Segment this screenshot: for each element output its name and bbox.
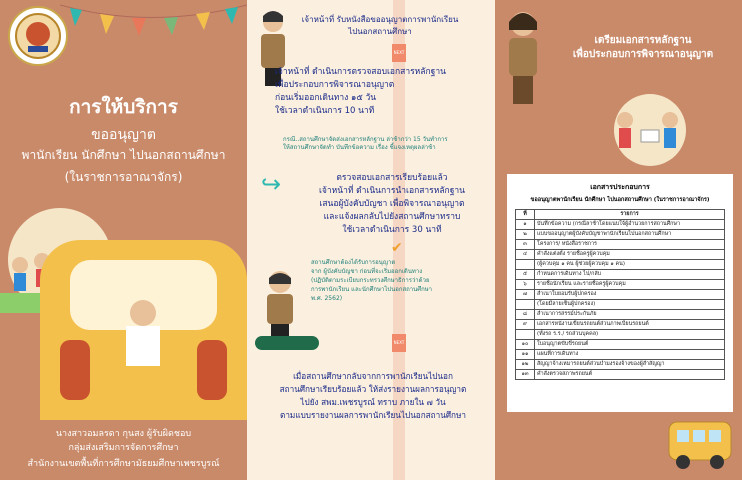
row-number [516, 260, 535, 270]
row-number: ๑๑ [516, 350, 535, 360]
table-row [516, 310, 725, 320]
table-row [516, 340, 725, 350]
table-row [516, 240, 725, 250]
left-panel [0, 0, 247, 480]
table-row [516, 320, 725, 330]
service-subtitle-1: ขออนุญาต [91, 127, 156, 143]
row-item: ใบอนุญาตขับขี่รถยนต์ [535, 340, 725, 350]
footer-line-3: สำนักงานเขตพื้นที่การศึกษามัธยมศึกษาเพชรบูรณ์ [27, 459, 220, 469]
service-subtitle-2: พานักเรียน นักศึกษา ไปนอกสถานศึกษา [21, 148, 226, 162]
row-number: ๙ [516, 320, 535, 330]
table-row [516, 350, 725, 360]
curved-arrow-icon: ↪ [261, 170, 282, 198]
row-item: แผนที่การเดินทาง [535, 350, 725, 360]
kids-reading-illustration [565, 90, 735, 168]
row-item: สำเนาใบยอมรับผู้ปกครอง [535, 290, 725, 300]
row-number: ๕ [516, 270, 535, 280]
row-item: สัญญาจ้างเหมารถยนต์ส่วนบำมงรองจ้างของผู้สำสัญญา [535, 360, 725, 370]
table-row [516, 370, 725, 380]
row-item: เอกสารหนังานเขียนรถยนต์ส่วนภาพเบียนรถยนต์ [535, 320, 725, 330]
bus-interior-illustration [40, 240, 247, 420]
step2-text: เจ้าหน้าที่ ดำเนินการตรวจสอบเอกสารหลักฐาน เพื่อประกอบการพิจารณาอนุญาต ก่อนเริ่มออกเดินทาง ๑๕ วัน ใช้เวลาดำเนินการ 10 นาที [275, 67, 446, 116]
table-row [516, 290, 725, 300]
row-number: ๑ [516, 220, 535, 230]
table-row [516, 360, 725, 370]
table-row [516, 230, 725, 240]
doc-subtitle: ขออนุญาตพานักเรียน นักศึกษา ไปนอกสถานศึกษา (ในราชการอาณาจักร) [530, 197, 710, 203]
next-tag-1: NEXT [392, 44, 406, 62]
table-row [516, 300, 725, 310]
header-number: ที่ [516, 210, 535, 220]
row-number: ๑๐ [516, 340, 535, 350]
documents-table [515, 209, 725, 380]
table-row [516, 220, 725, 230]
row-number: ๔ [516, 250, 535, 260]
row-number: ๑๒ [516, 360, 535, 370]
row-item: รายชื่อนักเรียน และรายชื่อครูผู้ควบคุม [535, 280, 725, 290]
teacher-figure-icon [501, 8, 545, 108]
row-item: (ทั้งรถ ร.ร./ รถส่วนบุคคล) [535, 330, 725, 340]
row-number: ๖ [516, 280, 535, 290]
service-subtitle-3: (ในราชการอาณาจักร) [64, 170, 183, 184]
row-item: บันทึกข้อความ (กรณีลาช้าโดยแนบใจ้ผู้อำนวยการสถานศึกษา [535, 220, 725, 230]
bunting-decoration [60, 0, 247, 60]
step2-note: กรณี..สถานศึกษาจัดส่งเอกสารหลักฐาน ล่าช้ากว่า 15 วันทำการ ให้สถานศึกษาจัดทำ บันทึกข้อความ เรื่อง ชี้แจงเหตุผลล่าช้า [283, 136, 448, 151]
school-bus-illustration [665, 412, 737, 474]
row-item: กำหนดการเดินทาง ไป/กลับ [535, 270, 725, 280]
table-row [516, 270, 725, 280]
step1-text: เจ้าหน้าที่ รับหนังสือขออนุญาตการพานักเรียน ไปนอกสถานศึกษา [301, 15, 459, 36]
row-number: ๓ [516, 240, 535, 250]
row-item: สำเนาการสรรม์ประกันภัย [535, 310, 725, 320]
row-item: คำสั่งแต่งตั้ง รายชื่อครูผู้ควบคุม [535, 250, 725, 260]
officer-figure-2-icon [257, 268, 303, 338]
emblem-logo [8, 6, 68, 66]
right-panel [495, 0, 742, 480]
row-item: แบบขออนุญาตผู้บังคับบัญชาพานักเรียนไปนอกสถานศึกษา [535, 230, 725, 240]
footer-line-1: นางสาวอมลรดา กุนสง ผู้รับผิดชอบ [55, 429, 192, 439]
green-banner [255, 336, 319, 350]
table-row [516, 250, 725, 260]
check-icon: ✔ [391, 240, 403, 256]
row-number: ๒ [516, 230, 535, 240]
header-item: รายการ [535, 210, 725, 220]
row-item: คำสั่งตรวจสภาพรถยนต์ [535, 370, 725, 380]
row-number: ๗ [516, 290, 535, 300]
middle-panel [247, 0, 495, 480]
document-heading: เตรียมเอกสารหลักฐาน เพื่อประกอบการพิจารณาอนุญาต [572, 35, 714, 60]
row-item: โครงการ/ หนังสือราชการ [535, 240, 725, 250]
table-header-row [516, 210, 725, 220]
row-item: (ผู้ควบคุม ๑ คน ผู้ช่วยผู้ควบคุม ๑ คน) [535, 260, 725, 270]
row-number [516, 330, 535, 340]
step4-text: เมื่อสถานศึกษากลับจากการพานักเรียนไปนอก สถานศึกษาเรียบร้อยแล้ว ให้ส่งรายงานผลการอนุญาต ไปยัง สพม.เพชรบูรณ์ ทราบ ภายใน ๗ วัน ตามแบบรายงานผลการพานักเรียนไปนอกสถานศึกษา [279, 371, 467, 420]
row-number: ๘ [516, 310, 535, 320]
service-title: การให้บริการ [69, 96, 178, 118]
document-card [507, 174, 733, 412]
footer-line-2: กลุ่มส่งเสริมการจัดการศึกษา [68, 443, 179, 453]
row-number [516, 300, 535, 310]
step3-text: ตรวจสอบเอกสารเรียบร้อยแล้ว เจ้าหน้าที่ ดำเนินการนำเอกสารหลักฐาน เสนอผู้บังคับบัญชา เพื่อพิจารณาอนุญาต และแจ้งผลกลับไปยังสถานศึกษาทราบ ใช้เวลาดำเนินการ 30 นาที [319, 173, 465, 235]
table-row [516, 330, 725, 340]
next-tag-2: NEXT [392, 334, 406, 352]
doc-title: เอกสารประกอบการ [590, 183, 650, 191]
table-row [516, 260, 725, 270]
row-number: ๑๓ [516, 370, 535, 380]
row-item: (โดยมีลายเซ็นผู้ปกครอง) [535, 300, 725, 310]
table-row [516, 280, 725, 290]
step3-note: สถานศึกษาต้องได้รับการอนุญาต จาก ผู้บังคับบัญชา ก่อนที่จะเริ่มออกเดินทาง (ปฏิบัติตามระเบียบกระทรวงศึกษาธิการว่าด้วย การพานักเรียน และนักศึกษาไปนอกสถานศึกษา พ.ศ. 2562) [311, 259, 433, 302]
